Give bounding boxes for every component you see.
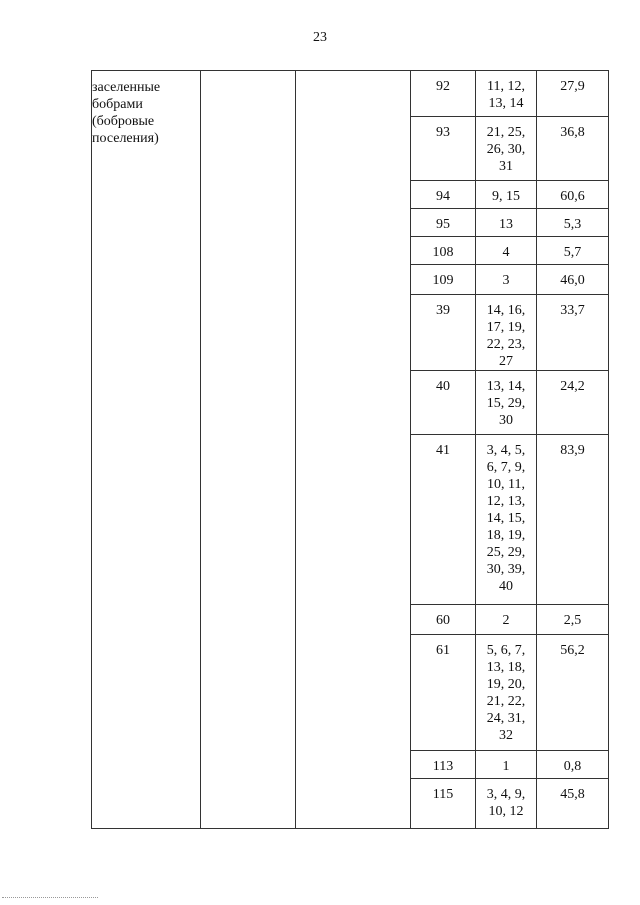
- area-cell: 0,8: [537, 751, 609, 779]
- forestry-number-cell: 115: [411, 779, 476, 829]
- quarters-line: 18, 19,: [486, 528, 526, 543]
- quarters-line: 30, 39,: [486, 562, 526, 577]
- forestry-number-cell: 113: [411, 751, 476, 779]
- forestry-number-cell: 61: [411, 635, 476, 751]
- forestry-number-cell: 60: [411, 605, 476, 635]
- quarters-line: 5, 6, 7,: [486, 643, 526, 658]
- quarters-cell: [476, 779, 537, 829]
- land-category-text: (бобровые: [92, 114, 155, 129]
- forestry-number-cell: 40: [411, 371, 476, 435]
- quarters-line: 17, 19,: [486, 320, 526, 335]
- quarters-line: 4: [502, 245, 510, 260]
- quarters-line: 40: [499, 579, 513, 594]
- area-cell: 36,8: [537, 117, 609, 181]
- land-category-cell: [92, 71, 201, 829]
- area-cell: 27,9: [537, 71, 609, 117]
- quarters-line: 24, 31,: [486, 711, 526, 726]
- forestry-number-cell: 94: [411, 181, 476, 209]
- quarters-line: 9, 15: [492, 189, 520, 204]
- footer-divider: [2, 897, 98, 898]
- area-cell: 2,5: [537, 605, 609, 635]
- forestry-number-cell: 109: [411, 265, 476, 295]
- quarters-cell: [476, 605, 537, 635]
- quarters-cell: [476, 635, 537, 751]
- quarters-line: 3: [502, 273, 510, 288]
- quarters-cell: [476, 371, 537, 435]
- page-number: 23: [313, 30, 327, 45]
- land-category-text: заселенные: [92, 80, 161, 95]
- area-cell: 5,7: [537, 237, 609, 265]
- forestry-number-cell: 95: [411, 209, 476, 237]
- land-category-text: бобрами: [92, 97, 143, 112]
- quarters-line: 10, 12: [488, 804, 524, 819]
- quarters-cell: [476, 117, 537, 181]
- quarters-line: 21, 22,: [486, 694, 526, 709]
- forestry-number-cell: 41: [411, 435, 476, 605]
- empty-column-cell: [296, 71, 411, 829]
- quarters-line: 21, 25,: [486, 125, 526, 140]
- forestry-number-cell: 108: [411, 237, 476, 265]
- quarters-line: 31: [499, 159, 513, 174]
- area-cell: 24,2: [537, 371, 609, 435]
- table-row: [92, 71, 609, 117]
- area-cell: 60,6: [537, 181, 609, 209]
- empty-column-cell: [201, 71, 296, 829]
- quarters-cell: [476, 295, 537, 371]
- quarters-cell: [476, 751, 537, 779]
- quarters-line: 6, 7, 9,: [486, 460, 526, 475]
- quarters-line: 25, 29,: [486, 545, 526, 560]
- quarters-line: 12, 13,: [486, 494, 526, 509]
- quarters-line: 15, 29,: [486, 396, 526, 411]
- area-cell: 46,0: [537, 265, 609, 295]
- forestry-number-cell: 92: [411, 71, 476, 117]
- quarters-cell: [476, 435, 537, 605]
- quarters-line: 10, 11,: [487, 477, 525, 492]
- quarters-line: 30: [499, 413, 513, 428]
- quarters-line: 11, 12,: [487, 79, 525, 94]
- quarters-cell: [476, 71, 537, 117]
- quarters-line: 13, 14,: [486, 379, 526, 394]
- quarters-line: 22, 23,: [486, 337, 526, 352]
- area-cell: 56,2: [537, 635, 609, 751]
- quarters-line: 13, 14: [488, 96, 524, 111]
- land-category-text: поселения): [92, 131, 159, 146]
- quarters-line: 14, 15,: [486, 511, 526, 526]
- area-cell: 5,3: [537, 209, 609, 237]
- quarters-cell: [476, 181, 537, 209]
- area-cell: 45,8: [537, 779, 609, 829]
- quarters-line: 27: [499, 354, 513, 369]
- quarters-line: 13, 18,: [486, 660, 526, 675]
- quarters-line: 19, 20,: [486, 677, 526, 692]
- quarters-line: 26, 30,: [486, 142, 526, 157]
- area-cell: 83,9: [537, 435, 609, 605]
- quarters-line: 32: [499, 728, 513, 743]
- quarters-line: 3, 4, 9,: [486, 787, 526, 802]
- quarters-line: 13: [499, 217, 513, 232]
- quarters-line: 2: [502, 613, 510, 628]
- quarters-cell: [476, 265, 537, 295]
- table-body: [92, 71, 609, 829]
- area-cell: 33,7: [537, 295, 609, 371]
- quarters-line: 14, 16,: [486, 303, 526, 318]
- forest-area-table: [91, 70, 609, 829]
- quarters-line: 3, 4, 5,: [486, 443, 526, 458]
- quarters-cell: [476, 237, 537, 265]
- quarters-line: 1: [502, 759, 510, 774]
- forestry-number-cell: 39: [411, 295, 476, 371]
- forestry-number-cell: 93: [411, 117, 476, 181]
- quarters-cell: [476, 209, 537, 237]
